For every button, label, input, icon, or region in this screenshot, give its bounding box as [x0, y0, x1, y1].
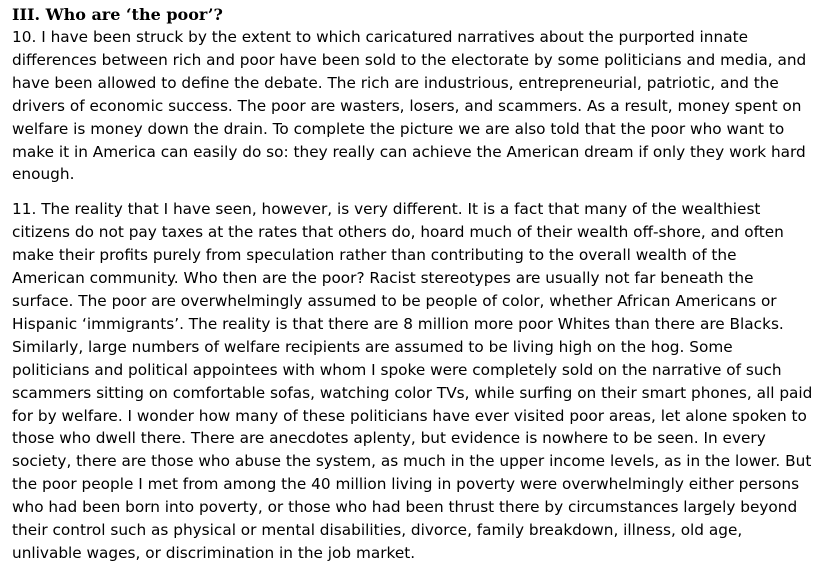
document-body — [12, 4, 814, 565]
paragraph-11: 11. The reality that I have seen, however, is very different. It is a fact that many of the wealthiest citizens do not pay taxes at the rates that others do, hoard much of their wealth off-shore, and often make their profits purely from speculation rather than contributing to the overall wealth of the American community. Who then are the poor? Racist stereotypes are usually not far beneath the surface. The poor are overwhelmingly assumed to be people of color, whether African Americans or Hispanic ‘immigrants’. The reality is that there are 8 million more poor Whites than there are Blacks. Similarly, large numbers of welfare recipients are assumed to be living high on the hog. Some politicians and political appointees with whom I spoke were completely sold on the narrative of such scammers sitting on comfortable sofas, watching color TVs, while surfing on their smart phones, all paid for by welfare. I wonder how many of these politicians have ever visited poor areas, let alone spoken to those who dwell there. There are anecdotes aplenty, but evidence is nowhere to be seen. In every society, there are those who abuse the system, as much in the upper income levels, as in the lower. But the poor people I met from among the 40 million living in poverty were overwhelmingly either persons who had been born into poverty, or those who had been thrust there by circumstances largely beyond their control such as physical or mental disabilities, divorce, family breakdown, illness, old age, unlivable wages, or discrimination in the job market. — [12, 200, 813, 562]
section-heading: III. Who are ‘the poor’? — [12, 5, 223, 24]
paragraph-10: 10. I have been struck by the extent to which caricatured narratives about the purported innate differences between rich and poor have been sold to the electorate by some politicians and media, and have been allowed to define the debate. The rich are industrious, entrepreneurial, patriotic, and the drivers of economic success. The poor are wasters, losers, and scammers. As a result, money spent on welfare is money down the drain. To complete the picture we are also told that the poor who want to make it in America can easily do so: they really can achieve the American dream if only they work hard enough. — [12, 28, 807, 184]
